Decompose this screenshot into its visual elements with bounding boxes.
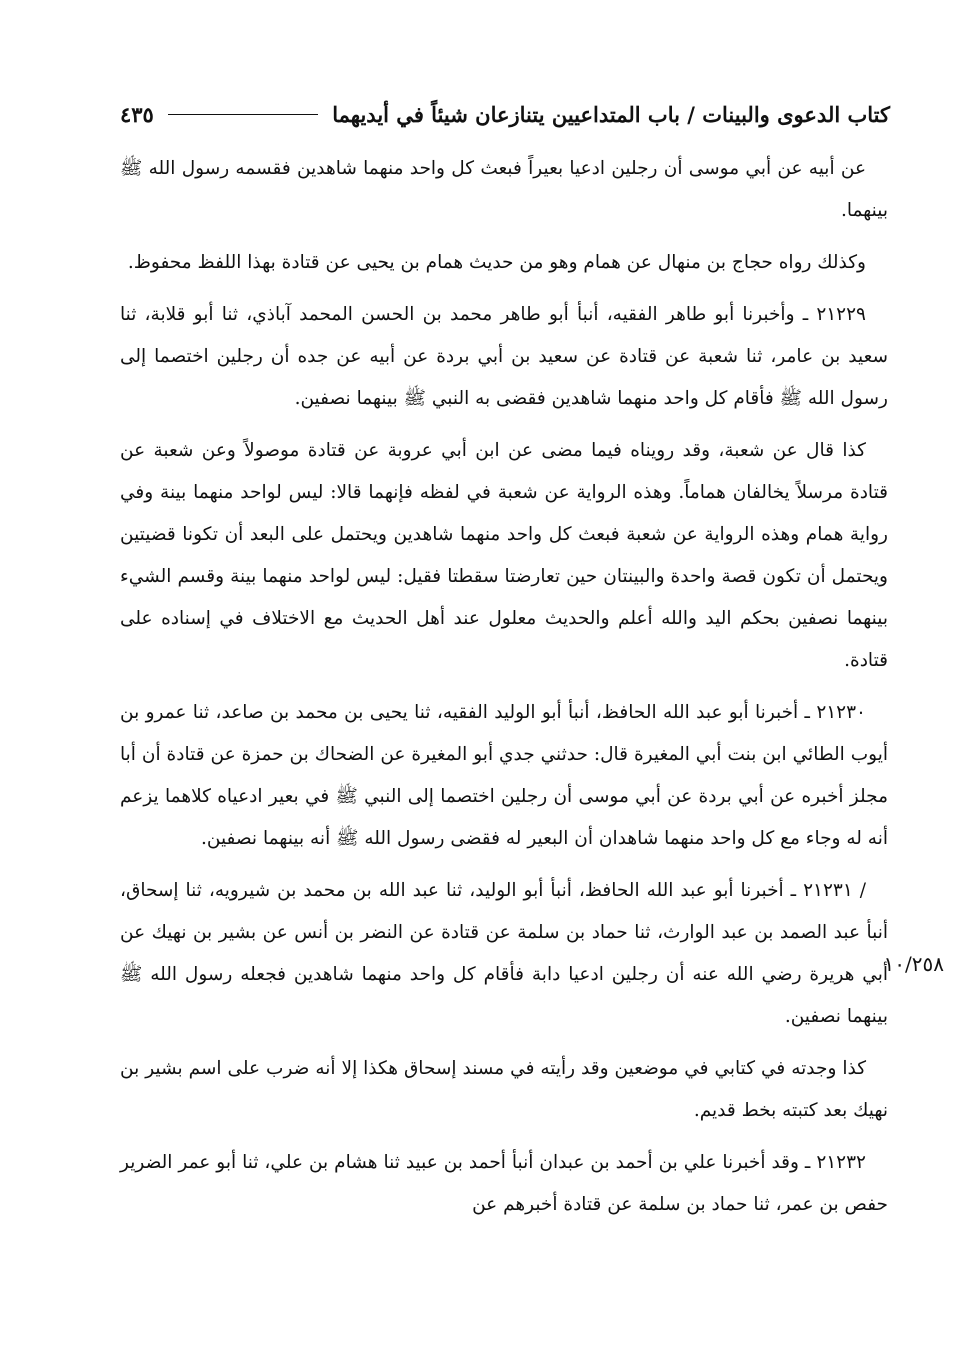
paragraph: ٢١٢٢٩ ـ وأخبرنا أبو طاهر الفقيه، أنبأ أبو طاهر محمد بن الحسن المحمد آباذي، ثنا أبو قلابة، ثنا سعيد بن عامر، ثنا شعبة عن قتادة عن سعيد بن أبي بردة عن أبيه عن جده أن رجلين اختصما إلى رسول الله ﷺ فأقام كل واحد منهما شاهدين فقضى به النبي ﷺ بينهما نصفين.: [120, 304, 888, 409]
paragraph: كذا وجدته في كتابي في موضعين وقد رأيته في مسند إسحاق هكذا إلا أنه ضرب على اسم بشير بن نهيك بعد كتبته بخط قديم.: [120, 1058, 888, 1121]
header-rule: [168, 114, 318, 115]
running-header-title: كتاب الدعوى والبينات / باب المتداعيين يتنازعان شيئاً في أيديهما: [332, 101, 890, 127]
running-header: [120, 94, 890, 134]
paragraph: كذا قال عن شعبة، وقد رويناه فيما مضى عن ابن أبي عروبة عن قتادة موصولاً وعن شعبة عن قتادة مرسلاً يخالفان هماماً. وهذه الرواية عن شعبة في لفظه فإنهما قالا: ليس لواحد منهما بينة وفي رواية همام وهذه الرواية عن شعبة فبعث كل واحد منهما شاهدين ويحتمل على البعد أن تكونا قضيتين ويحتمل أن تكون قصة واحدة والبينتان حين تعارضتا سقطتا فقيل: ليس لواحد منهما بينة وقسم الشيء بينهما نصفين بحكم اليد والله أعلم والحديث معلول عند أهل الحديث مع الاختلاف في إسناده على قتادة.: [120, 440, 888, 671]
paragraph: عن أبيه عن أبي موسى أن رجلين ادعيا بعيراً فبعث كل واحد منهما شاهدين فقسمه رسول الله ﷺ بينهما.: [120, 158, 888, 221]
paragraph: ٢١٢٣٠ ـ أخبرنا أبو عبد الله الحافظ، أنبأ أبو الوليد الفقيه، ثنا يحيى بن محمد بن صاعد، ثنا عمرو بن أيوب الطائي ابن بنت أبي المغيرة قال: حدثني جدي أبو المغيرة عن الضحاك بن حمزة عن قتادة أن أبا مجلز أخبره عن أبي بردة عن أبي موسى أن رجلين اختصما إلى النبي ﷺ في بعير ادعياه كلاهما يزعم أنه له وجاء مع كل واحد منهما شاهدان أن البعير له فقضى رسول الله ﷺ أنه بينهما نصفين.: [120, 702, 888, 849]
margin-reference: ١٠/٢٥٨: [883, 952, 944, 976]
paragraph: وكذلك رواه حجاج بن منهال عن همام وهو من حديث همام بن يحيى عن قتادة بهذا اللفظ محفوظ.: [127, 252, 866, 273]
page-body: [120, 148, 888, 1236]
paragraph: / ٢١٢٣١ ـ أخبرنا أبو عبد الله الحافظ، أنبأ أبو الوليد، ثنا عبد الله بن محمد بن شيرويه، ثنا إسحاق، أنبأ عبد الصمد بن عبد الوارث، ثنا حماد بن سلمة عن قتادة عن النضر بن أنس عن بشير بن نهيك عن أبي هريرة رضي الله عنه أن رجلين ادعيا دابة فأقام كل واحد منهما شاهدين فجعله رسول الله ﷺ بينهما نصفين.: [120, 880, 888, 1027]
page-number: ٤٣٥: [120, 101, 154, 127]
paragraph: ٢١٢٣٢ ـ وقد أخبرنا علي بن أحمد بن عبدان أنبأ أحمد بن عبيد ثنا هشام بن علي، ثنا أبو عمر الضرير حفص بن عمر، ثنا حماد بن سلمة عن قتادة أخبرهم عن: [120, 1152, 888, 1215]
